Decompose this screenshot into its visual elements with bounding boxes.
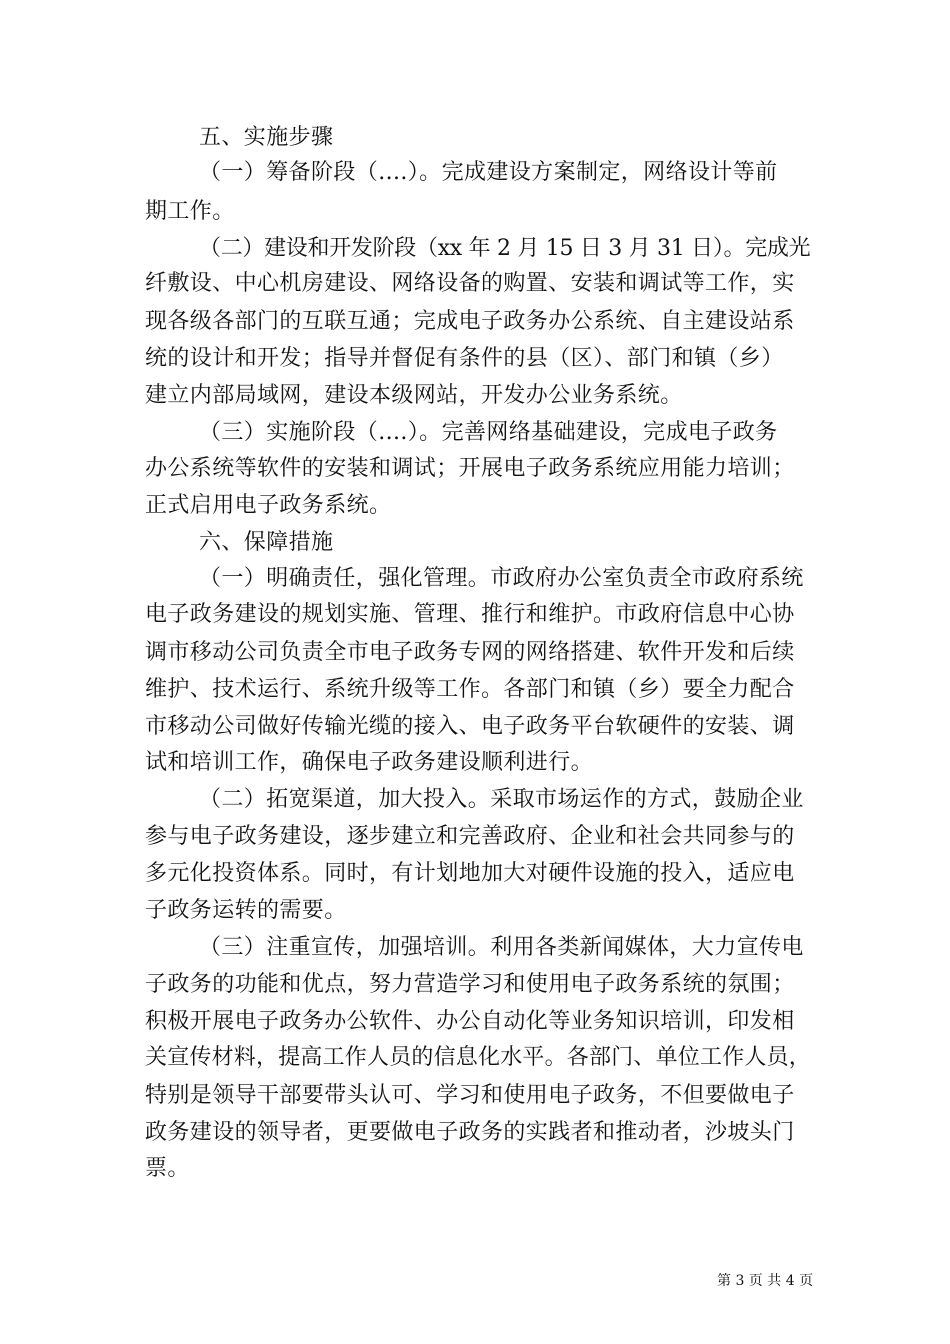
paragraph-line: （三）实施阶段（....）。完善网络基础建设，完成电子政务	[199, 420, 778, 445]
paragraph-line: 子政务的功能和优点，努力营造学习和使用电子政务系统的氛围；	[145, 972, 795, 997]
paragraph-line: 政务建设的领导者，更要做电子政务的实践者和推动者，沙坡头门	[145, 1120, 795, 1145]
paragraph-line: 纤敷设、中心机房建设、网络设备的购置、安装和调试等工作，实	[145, 271, 795, 296]
paragraph-line: 统的设计和开发；指导并督促有条件的县（区）、部门和镇（乡）	[145, 346, 784, 371]
paragraph-line: （二）拓宽渠道，加大投入。采取市场运作的方式，鼓励企业	[199, 787, 804, 812]
paragraph-line: 调市移动公司负责全市电子政务专网的网络搭建、软件开发和后续	[145, 640, 795, 665]
paragraph-line: 办公系统等软件的安装和调试；开展电子政务系统应用能力培训；	[145, 456, 795, 481]
section-heading-safeguards: 六、保障措施	[199, 530, 334, 555]
paragraph-line: 参与电子政务建设，逐步建立和完善政府、企业和社会共同参与的	[145, 824, 795, 849]
paragraph-line: 多元化投资体系。同时，有计划地加大对硬件设施的投入，适应电	[145, 861, 795, 886]
paragraph-line: 现各级各部门的互联互通；完成电子政务办公系统、自主建设站系	[145, 309, 795, 334]
paragraph-line: 市移动公司做好传输光缆的接入、电子政务平台软硬件的安装、调	[145, 714, 795, 739]
paragraph-line: 维护、技术运行、系统升级等工作。各部门和镇（乡）要全力配合	[145, 677, 795, 702]
paragraph-line: （三）注重宣传，加强培训。利用各类新闻媒体，大力宣传电	[199, 935, 804, 960]
page-number-footer: 第 3 页 共 4 页	[717, 1273, 814, 1289]
paragraph-line: 建立内部局域网，建设本级网站，开发办公业务系统。	[145, 383, 683, 408]
paragraph-line: 正式启用电子政务系统。	[145, 493, 392, 518]
paragraph-line: 子政务运转的需要。	[145, 898, 347, 923]
paragraph-line: 电子政务建设的规划实施、管理、推行和维护。市政府信息中心协	[145, 602, 795, 627]
paragraph-line: 票。	[145, 1156, 190, 1181]
paragraph-line: （一）明确责任，强化管理。市政府办公室负责全市政府系统	[199, 566, 804, 591]
paragraph-line: 特别是领导干部要带头认可、学习和使用电子政务，不但要做电子	[145, 1083, 795, 1108]
paragraph-line: 试和培训工作，确保电子政务建设顺利进行。	[145, 750, 594, 775]
paragraph-line: 积极开展电子政务办公软件、办公自动化等业务知识培训，印发相	[145, 1009, 795, 1034]
paragraph-line: 关宣传材料，提高工作人员的信息化水平。各部门、单位工作人员，	[145, 1045, 812, 1070]
paragraph-line: 期工作。	[145, 199, 235, 224]
paragraph-line: （二）建设和开发阶段（xx 年 2 月 15 日 3 月 31 日）。完成光	[199, 236, 811, 261]
section-heading-implementation-steps: 五、实施步骤	[199, 125, 334, 150]
paragraph-line: （一）筹备阶段（....）。完成建设方案制定，网络设计等前	[199, 160, 778, 185]
